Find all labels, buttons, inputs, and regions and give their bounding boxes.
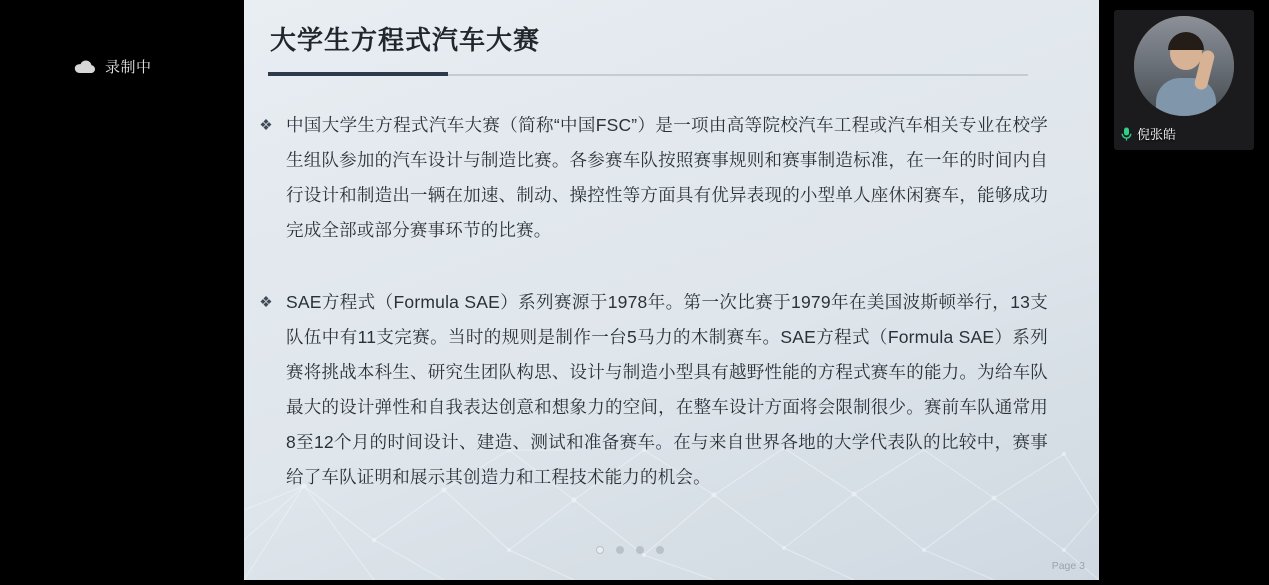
page-dot-1[interactable] (596, 546, 604, 554)
recording-indicator (74, 56, 152, 77)
slide-page-dots[interactable] (596, 546, 664, 554)
slide-title: 大学生方程式汽车大赛 (270, 25, 541, 55)
participant-name: 倪张皓 (1137, 127, 1177, 142)
title-divider-accent (268, 72, 448, 76)
participant-panel (1099, 0, 1269, 585)
page-number-label: Page 3 (1051, 560, 1085, 572)
bullet-text: SAE方程式（Formula SAE）系列赛源于1978年。第一次比赛于1979年在美国波斯顿举行，13支队伍中有11支完赛。当时的规则是制作一台5马力的木制赛车。SAE方程式（Formula SAE）系列赛将挑战本科生、研究生团队构思、设计与制造小型具有越野性能的方程式赛车的能力。为给车队最大的设计弹性和自我表达创意和想象力的空间，在整车设计方面将会限制很少。赛前车队通常用8至12个月的时间设计、建造、测试和准备赛车。在与来自世界各地的大学代表队的比较中，赛事给了车队证明和展示其创造力和工程技术能力的机会。 (286, 292, 1048, 487)
bullet-marker-icon: ❖ (259, 294, 273, 311)
slide-bullet-1 (258, 108, 1048, 248)
cloud-icon (74, 59, 96, 74)
left-blank-area (0, 0, 244, 585)
participant-name-row (1120, 124, 1176, 143)
bullet-text: 中国大学生方程式汽车大赛（简称“中国FSC”）是一项由高等院校汽车工程或汽车相关专业在校学生组队参加的汽车设计与制造比赛。各参赛车队按照赛事规则和赛事制造标准，在一年的时间内自行设计和制造出一辆在加速、制动、操控性等方面具有优异表现的小型单人座休闲赛车，能够成功完成全部或部分赛事环节的比赛。 (286, 115, 1048, 240)
microphone-icon (1120, 126, 1133, 142)
page-dot-2[interactable] (616, 546, 624, 554)
page-dot-4[interactable] (656, 546, 664, 554)
shared-slide (244, 0, 1099, 580)
avatar (1134, 16, 1234, 116)
slide-bullet-2 (258, 285, 1048, 495)
page-dot-3[interactable] (636, 546, 644, 554)
participant-video-tile[interactable] (1114, 10, 1254, 150)
recording-label: 录制中 (105, 59, 152, 76)
bullet-marker-icon: ❖ (259, 117, 273, 134)
